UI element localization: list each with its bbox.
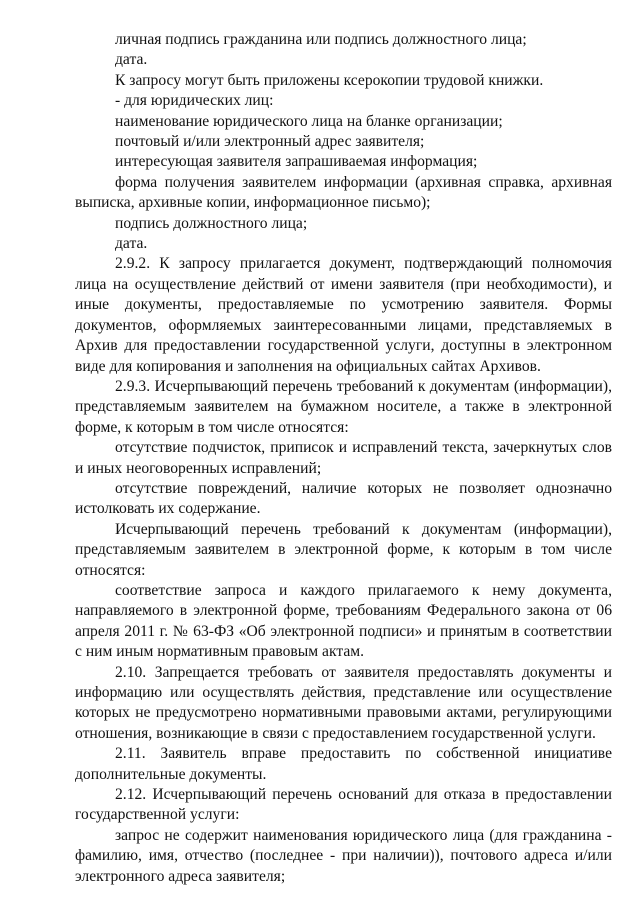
paragraph: 2.9.2. К запросу прилагается документ, подтверждающий полномочия лица на осуществление действий от имени заявителя (при необходимости), и иные документы, предоставляемые по усмотрению заявителя. Формы документов, оформляемых заинтересованными лицами, представляемых в Архив для предоставлении государственной услуги, доступны в электронном виде для копирования и заполнения на официальных сайтах Архивов.: [75, 255, 612, 375]
paragraph: 2.9.3. Исчерпывающий перечень требований к документам (информации), представляемым заявителем на бумажном носителе, а также в электронной форме, к которым в том числе относятся:: [75, 377, 612, 436]
paragraph: отсутствие подчисток, приписок и исправлений текста, зачеркнутых слов и иных неоговоренных исправлений;: [75, 439, 612, 477]
paragraph: подпись должностного лица;: [115, 214, 308, 232]
paragraph: 2.12. Исчерпывающий перечень оснований для отказа в предоставлении государственной услуги:: [75, 786, 612, 824]
document-body: [75, 30, 612, 887]
paragraph: наименование юридического лица на бланке организации;: [115, 112, 503, 130]
paragraph: Исчерпывающий перечень требований к документам (информации), представляемым заявителем в электронной форме, к которым в том числе относятся:: [75, 520, 612, 579]
paragraph: соответствие запроса и каждого прилагаемого к нему документа, направляемого в электронной форме, требованиям Федерального закона от 06 апреля 2011 г. № 63-ФЗ «Об электронной подписи» и принятым в соответствии с ним иным нормативным правовым актам.: [75, 581, 612, 661]
paragraph: интересующая заявителя запрашиваемая информация;: [115, 153, 478, 171]
paragraph: личная подпись гражданина или подпись должностного лица;: [115, 31, 527, 48]
paragraph: запрос не содержит наименования юридического лица (для гражданина - фамилию, имя, отчество (последнее - при наличии)), почтового адреса и/или электронного адреса заявителя;: [75, 826, 612, 885]
paragraph: отсутствие повреждений, наличие которых не позволяет однозначно истолковать их содержание.: [75, 479, 612, 518]
paragraph: 2.10. Запрещается требовать от заявителя предоставлять документы и информацию или осуществлять действия, представление или осуществление которых не предусмотрено нормативными правовыми актами, регулирующими отношения, возникающие в связи с предоставлением государственной услуги.: [75, 663, 612, 742]
paragraph: дата.: [115, 235, 148, 253]
paragraph: форма получения заявителем информации (архивная справка, архивная выписка, архивные копии, информационное письмо);: [75, 173, 612, 212]
paragraph: дата.: [115, 51, 148, 69]
paragraph: - для юридических лиц:: [115, 92, 274, 110]
paragraph: почтовый и/или электронный адрес заявителя;: [115, 133, 425, 151]
paragraph: К запросу могут быть приложены ксерокопии трудовой книжки.: [115, 71, 544, 89]
paragraph: 2.11. Заявитель вправе предоставить по собственной инициативе дополнительные документы.: [75, 745, 612, 783]
